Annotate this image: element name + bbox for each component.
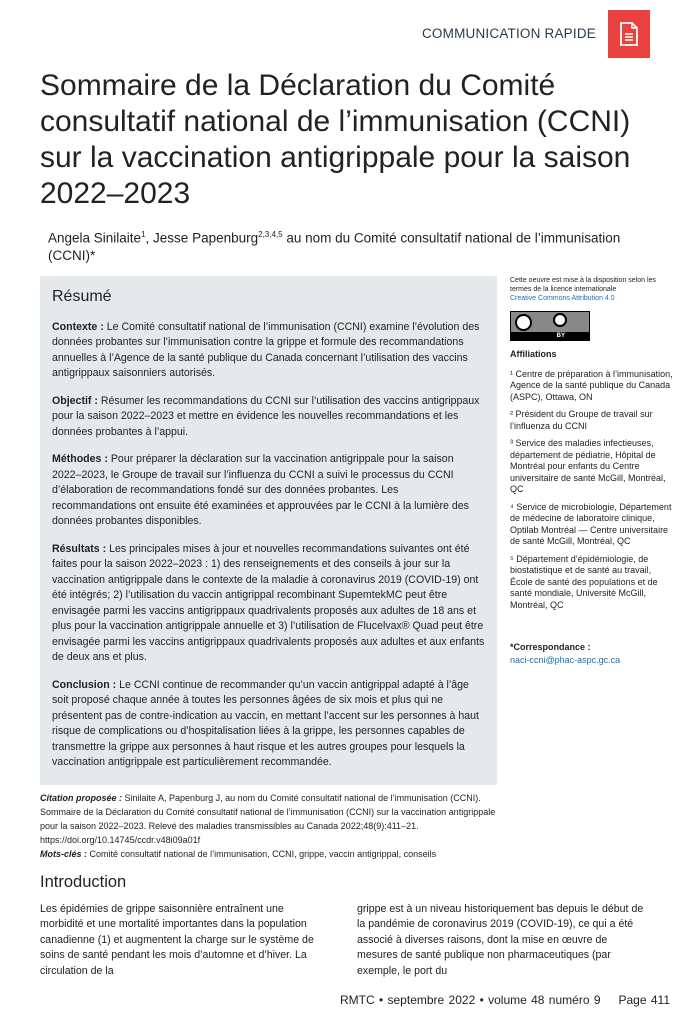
section-label: Résultats : [52, 542, 107, 555]
introduction-heading: Introduction [40, 872, 127, 891]
affiliation-ref: 1 [141, 230, 146, 239]
author-name: Jesse Papenburg [153, 230, 259, 246]
abstract-results [52, 542, 485, 666]
document-icon [608, 10, 650, 58]
affiliation: ² Président du Groupe de travail sur l’influenza du CCNI [510, 409, 653, 431]
page-title: Sommaire de la Déclaration du Comité consultatif national de l’immunisation (CCNI) sur la vaccination antigrippale pour la saison 2022–2023 [40, 69, 631, 210]
correspondence-email[interactable]: naci-ccni@phac-aspc.gc.ca [510, 655, 621, 665]
section-label: Conclusion : [52, 678, 117, 691]
section-label: COMMUNICATION RAPIDE [421, 26, 596, 41]
affiliations-heading: Affiliations [510, 348, 557, 359]
page-header [40, 0, 670, 58]
abstract-context [52, 320, 485, 382]
section-label: Contexte : [52, 320, 104, 333]
citation-label: Citation proposée : [40, 792, 123, 803]
citation-text: Sinilaite A, Papenburg J, au nom du Comité consultatif national de l’immunisation (CCNI). Sommaire de la Déclaration du Comité consultatif national de l’immunisation (CCNI) sur la vaccination antigrippale pour la saison 2022–2023. Relevé des maladies transmissibles au Canada 2022;48(9):411–21. https://doi.org/10.14745/ccdr.v48i09a01f [40, 792, 496, 845]
citation [40, 791, 500, 861]
keywords [40, 847, 500, 861]
cc-by-license-icon[interactable] [510, 311, 590, 341]
page-number: Page 411 [618, 993, 670, 1007]
journal-info: RMTC • septembre 2022 • volume 48 numéro 9 [339, 993, 601, 1007]
section-label: Objectif : [52, 394, 98, 407]
intro-column-2: grippe est à un niveau historiquement bas depuis le début de la pandémie de coronavirus 2019 (COVID-19), ce qui a été associé à diverses raisons, dont la mise en œuvre de mesures de santé publique non pharmaceutiques (par exemple, le port du [357, 902, 644, 977]
license-link[interactable]: Creative Commons Attribution 4.0 [510, 294, 615, 302]
abstract-and-sidebar [40, 276, 673, 785]
section-label: Méthodes : [52, 453, 108, 465]
abstract-objective [52, 394, 485, 441]
cc-badge-text: BY [511, 332, 589, 340]
section-text: Les principales mises à jour et nouvelles recommandations suivantes ont été faites pour la saison 2022–2023 : 1) des renseignements et des conseils à jour sur la vaccination antigrippale dans le contexte de la maladie à coronavirus 2019 (COVID-19) ont été intégrés; 2) l’utilisation du vaccin antigrippal recombinant SupemtekMC peut être envisagée parmi les vaccins antigrippaux quadrivalents proposés aux adultes de 18 ans et plus pour la vaccination antigrippale annuelle et 3) l’utilisation de Flucelvax® Quad peut être envisagée parmi les vaccins antigrippaux quadrivalents proposés aux adultes et aux enfants de deux ans et plus. [52, 542, 485, 663]
intro-column-1: Les épidémies de grippe saisonnière entraînent une morbidité et une mortalité importantes dans la population canadienne (1) et augmentent la charge sur le système de soins de santé pendant les mois d’automne et d’hiver. La circulation de la [40, 902, 314, 977]
page-footer [40, 993, 670, 1007]
section-text: Le CCNI continue de recommander qu’un vaccin antigrippal adapté à l’âge soit proposé chaque année à toutes les personnes âgées de six mois et plus qui ne présentent pas de contre-indication au vaccin, en mettant l’accent sur les personnes à haut risque de complications ou d’hospitalisation liées à la grippe, les personnes capables de transmettre la grippe aux personnes à haut risque et les autres groupes pour lesquels la vaccination antigrippale est particulièrement recommandée. [52, 678, 479, 768]
abstract-heading: Résumé [52, 287, 112, 305]
keywords-label: Mots-clés : [40, 848, 88, 859]
suggested-citation [40, 791, 500, 847]
section-text: Résumer les recommandations du CCNI sur l’utilisation des vaccins antigrippaux pour la saison 2022–2023 et mettre en évidence les nouvelles recommandations et les données probantes à l’appui. [52, 394, 480, 438]
section-text: Le Comité consultatif national de l’immunisation (CCNI) examine l’évolution des données probantes sur l’immunisation contre la grippe et formule des recommandations annuelles à l’Agence de la santé publique du Canada concernant l’utilisation des vaccins antigrippaux saisonniers autorisés. [52, 320, 480, 379]
intro-columns [40, 902, 670, 980]
abstract-methods [52, 452, 485, 530]
abstract-box [40, 276, 497, 785]
section-text: Pour préparer la déclaration sur la vaccination antigrippale pour la saison 2022–2023, le Groupe de travail sur l’influenza du CCNI a suivi le processus du CCNI d’élaboration de recommandations fondé sur des données probantes. Les recommandations ont ensuite été examinées et approuvées par le CCNI à la lumière des données probantes disponibles. [52, 453, 469, 527]
sidebar [510, 276, 675, 668]
affiliation: ⁵ Département d’épidémiologie, de biostatistique et de santé au travail, École de santé des populations et de santé mondiale, Université McGill, Montréal, QC [510, 553, 658, 610]
separator: , [145, 230, 154, 246]
author-name: Angela Sinilaite [48, 230, 142, 246]
affiliation: ⁴ Service de microbiologie, Département de médecine de laboratoire clinique, Optilab Montréal — Centre universitaire de santé McGill, Montréal, QC [510, 501, 672, 546]
affiliation: ³ Service des maladies infectieuses, département de pédiatrie, Hôpital de Montréal pour enfants du Centre universitaire de santé McGill, Montréal, QC [510, 438, 666, 494]
authors [48, 226, 668, 264]
correspondence [510, 641, 675, 667]
correspondence-label: *Correspondance : [510, 642, 591, 652]
license-text: Cette oeuvre est mise à la disposition selon les termes de la licence internationale [510, 276, 656, 293]
affiliation: ¹ Centre de préparation à l’immunisation, Agence de la santé publique du Canada (ASPC), Ottawa, ON [510, 368, 673, 402]
author-group: au nom du Comité consultatif national de l’immunisation (CCNI)* [48, 230, 621, 263]
abstract-conclusion [52, 678, 485, 771]
keywords-text: Comité consultatif national de l’immunisation, CCNI, grippe, vaccin antigrippal, conseils [87, 848, 437, 859]
affiliation-ref: 2,3,4,5 [258, 230, 283, 239]
